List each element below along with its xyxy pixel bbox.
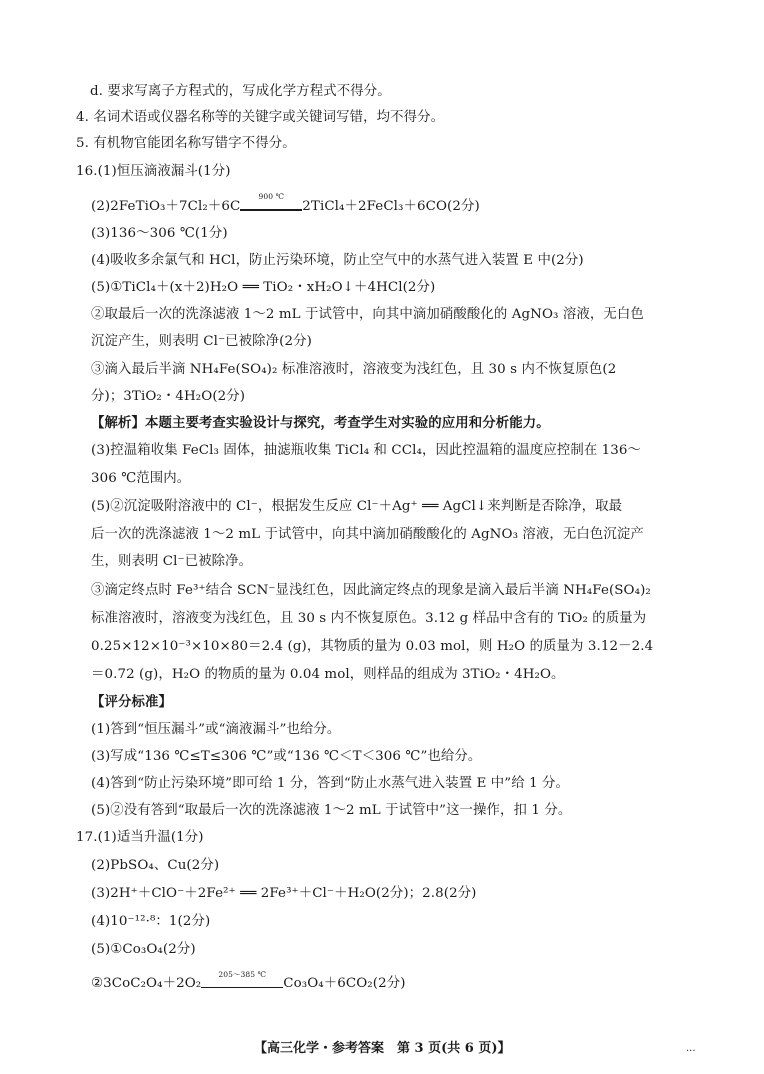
- q17-5-2-equation: [91, 970, 406, 993]
- analysis-5-3c: 0.25×12×10⁻³×10×80＝2.4 (g)，其物质的量为 0.03 mol，则 H₂O 的质量为 3.12－2.4: [91, 639, 654, 654]
- eq16-condition-arrow: [240, 192, 302, 216]
- q17-4: (4)10⁻¹²·⁸：1(2分): [91, 914, 211, 929]
- eq17-condition: 205～385 ℃: [218, 970, 267, 979]
- scoring-5: (5)②没有答到“取最后一次的洗涤滤液 1～2 mL 于试管中”这一操作，扣 1 分。: [91, 803, 572, 818]
- q16-2-equation: [91, 192, 480, 216]
- analysis-5-2a: (5)②沉淀吸附溶液中的 Cl⁻，根据发生反应 Cl⁻＋Ag⁺ ══ AgCl↓来判断是否除净，取最: [91, 499, 623, 514]
- analysis-5-3b: 标准溶液时，溶液变为浅红色，且 30 s 内不恢复原色。3.12 g 样品中含有的 TiO₂ 的质量为: [91, 611, 647, 626]
- scoring-3: (3)写成“136 ℃≤T≤306 ℃”或“136 ℃＜T＜306 ℃”也给分。: [91, 749, 482, 764]
- q16-5-3a: ③滴入最后半滴 NH₄Fe(SO₄)₂ 标准溶液时，溶液变为浅红色，且 30 s 内不恢复原色(2: [91, 362, 617, 377]
- corner-mark: ...: [686, 1043, 696, 1054]
- analysis-heading: [91, 414, 550, 432]
- q17-5-1: (5)①Co₃O₄(2分): [91, 942, 196, 957]
- q16-3: (3)136～306 ℃(1分): [91, 226, 228, 241]
- analysis-5-2b: 后一次的洗涤滤液 1～2 mL 于试管中，向其中滴加硝酸酸化的 AgNO₃ 溶液，无白色沉淀产: [91, 527, 644, 542]
- q17-2: (2)PbSO₄、Cu(2分): [91, 858, 220, 873]
- q16-4: (4)吸收多余氯气和 HCl，防止污染环境，防止空气中的水蒸气进入装置 E 中(2分): [91, 253, 584, 268]
- analysis-3a: (3)控温箱收集 FeCl₃ 固体，抽滤瓶收集 TiCl₄ 和 CCl₄，因此控温箱的温度应控制在 136～: [91, 443, 642, 458]
- analysis-5-3a: ③滴定终点时 Fe³⁺结合 SCN⁻显浅红色，因此滴定终点的现象是滴入最后半滴 NH₄Fe(SO₄)₂: [91, 583, 651, 598]
- analysis-3b: 306 ℃范围内。: [91, 471, 191, 486]
- scoring-heading: 【评分标准】: [91, 694, 172, 710]
- eq16-left: (2)2FeTiO₃＋7Cl₂＋6C: [91, 199, 241, 214]
- eq16-condition: 900 ℃: [258, 192, 285, 201]
- q17-3: (3)2H⁺＋ClO⁻＋2Fe²⁺ ══ 2Fe³⁺＋Cl⁻＋H₂O(2分)；2.8(2分): [91, 886, 477, 901]
- rule-4: 4. 名词术语或仪器名称等的关键字或关键词写错，均不得分。: [76, 110, 445, 125]
- q16-5-1: (5)①TiCl₄＋(x＋2)H₂O ══ TiO₂・xH₂O↓＋4HCl(2分): [91, 280, 436, 295]
- q17-1: 17.(1)适当升温(1分): [76, 830, 204, 845]
- q16-5-3b: 分)；3TiO₂・4H₂O(2分): [91, 389, 246, 404]
- page-footer: 【高三化学・参考答案 第 3 页(共 6 页)】: [254, 1041, 511, 1056]
- analysis-5-3d: ＝0.72 (g)，H₂O 的物质的量为 0.04 mol，则样品的组成为 3TiO₂・4H₂O。: [91, 667, 565, 682]
- q16-5-2a: ②取最后一次的洗涤滤液 1～2 mL 于试管中，向其中滴加硝酸酸化的 AgNO₃ 溶液，无白色: [91, 307, 644, 322]
- eq16-right: 2TiCl₄＋2FeCl₃＋6CO(2分): [302, 199, 480, 214]
- eq17-right: Co₃O₄＋6CO₂(2分): [283, 976, 406, 991]
- rule-5: 5. 有机物官能团名称写错字不得分。: [76, 136, 296, 151]
- rule-d: d. 要求写离子方程式的，写成化学方程式不得分。: [90, 84, 391, 99]
- analysis-5-2c: 生，则表明 Cl⁻已被除净。: [91, 554, 253, 569]
- q16-5-2b: 沉淀产生，则表明 Cl⁻已被除净(2分): [91, 334, 312, 349]
- analysis-label: 【解析】: [91, 415, 145, 431]
- q16-1: 16.(1)恒压滴液漏斗(1分): [76, 164, 231, 179]
- scoring-1: (1)答到“恒压漏斗”或“滴液漏斗”也给分。: [91, 722, 341, 737]
- scoring-4: (4)答到“防止污染环境”即可给 1 分，答到“防止水蒸气进入装置 E 中”给 1 分。: [91, 776, 570, 791]
- eq17-left: ②3CoC₂O₄＋2O₂: [91, 976, 202, 991]
- eq17-condition-arrow: [201, 970, 283, 993]
- analysis-summary: 本题主要考查实验设计与探究，考查学生对实验的应用和分析能力。: [144, 415, 550, 431]
